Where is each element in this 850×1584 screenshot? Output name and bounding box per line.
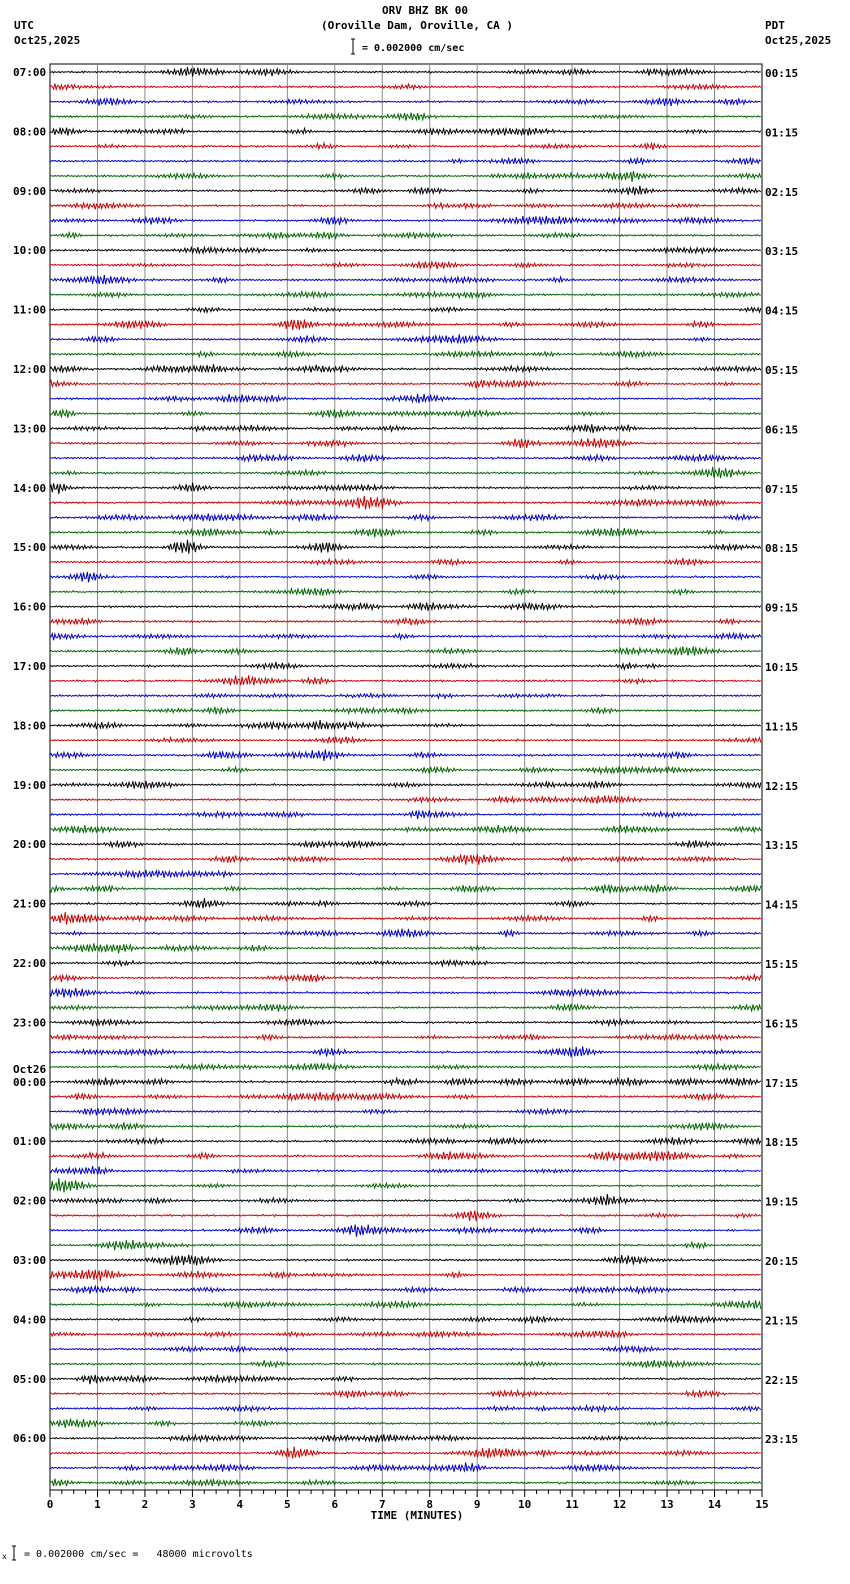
right-hour-label: 21:15 (765, 1314, 799, 1328)
seismic-trace (50, 143, 761, 150)
left-hour-label: 11:00 (13, 303, 47, 317)
seismic-trace (50, 292, 761, 298)
station-location: (Oroville Dam, Oroville, CA ) (320, 19, 514, 32)
left-hour-label: 18:00 (13, 719, 47, 733)
seismic-trace (50, 810, 761, 819)
right-hour-label: 11:15 (765, 720, 799, 734)
seismic-trace (50, 1286, 761, 1293)
right-timezone: PDT (765, 19, 785, 32)
bottom-scale-bar (12, 1546, 16, 1560)
seismic-trace (50, 467, 761, 478)
seismic-trace (50, 1122, 761, 1130)
seismic-trace (50, 1316, 761, 1324)
seismic-trace (50, 410, 761, 418)
seismic-trace (50, 1137, 761, 1145)
x-axis-title: TIME (MINUTES) (370, 1509, 464, 1522)
seismic-trace (50, 1419, 761, 1428)
plot-frame (50, 64, 762, 1490)
seismic-trace (50, 588, 761, 596)
right-hour-label: 19:15 (765, 1195, 799, 1209)
seismic-trace (50, 781, 761, 789)
date-change-label: Oct26 (13, 1062, 47, 1076)
seismic-trace (50, 1047, 761, 1057)
seismic-trace (50, 898, 761, 908)
right-hour-label: 03:15 (765, 245, 799, 259)
left-hour-label: 13:00 (13, 422, 47, 436)
seismic-trace (50, 1479, 761, 1486)
seismic-trace (50, 128, 761, 136)
seismic-trace (50, 572, 761, 582)
seismic-trace (50, 1004, 761, 1012)
seismic-trace (50, 540, 761, 554)
seismic-trace (50, 1019, 761, 1026)
right-hour-label: 04:15 (765, 304, 799, 318)
seismic-trace (50, 662, 761, 669)
seismic-trace (50, 912, 761, 925)
seismic-trace (50, 351, 761, 358)
seismic-trace (50, 1178, 761, 1192)
seismic-trace (50, 737, 761, 744)
seismic-trace (50, 514, 761, 522)
seismic-trace (50, 1108, 761, 1115)
trace-group (50, 67, 761, 1486)
right-hour-label: 09:15 (765, 601, 799, 615)
x-tick-label: 7 (378, 1498, 386, 1511)
left-hour-label: 03:00 (13, 1254, 47, 1267)
seismic-trace (50, 1240, 761, 1250)
left-hour-label: 23:00 (13, 1016, 47, 1030)
seismic-trace (50, 84, 761, 90)
right-hour-label: 23:15 (765, 1433, 799, 1447)
left-hour-label: 10:00 (13, 244, 47, 258)
seismic-trace (50, 1447, 761, 1459)
left-hour-label: 04:00 (13, 1313, 47, 1327)
x-tick-label: 14 (707, 1498, 722, 1511)
seismic-trace (50, 988, 761, 998)
seismic-trace (50, 750, 761, 761)
seismic-trace (50, 1434, 761, 1442)
right-hour-label: 05:15 (765, 364, 799, 377)
left-hour-label: 07:00 (13, 66, 47, 79)
right-hour-label: 08:15 (765, 542, 799, 556)
seismic-trace (50, 1211, 761, 1222)
x-tick-label: 11 (565, 1498, 579, 1511)
seismic-trace (50, 262, 761, 269)
seismic-trace (50, 1194, 761, 1205)
left-hour-label: 06:00 (13, 1432, 47, 1446)
left-hour-label: 21:00 (13, 897, 47, 911)
right-hour-label: 15:15 (765, 958, 799, 971)
right-hour-label: 14:15 (765, 898, 799, 912)
right-hour-label: 22:15 (765, 1373, 799, 1387)
seismic-trace (50, 232, 761, 239)
x-tick-label: 0 (46, 1498, 54, 1511)
x-tick-label: 15 (755, 1498, 769, 1511)
right-date: Oct25,2025 (765, 34, 832, 47)
x-tick-label: 3 (189, 1498, 196, 1511)
seismic-trace (50, 1151, 761, 1161)
left-hour-label: 19:00 (13, 778, 47, 792)
left-hour-label: 22:00 (13, 957, 47, 970)
seismic-trace (50, 438, 761, 448)
right-hour-label: 17:15 (765, 1076, 799, 1090)
x-tick-label: 5 (284, 1498, 291, 1511)
x-tick-label: 6 (331, 1498, 339, 1511)
left-hour-label: 09:00 (13, 184, 47, 198)
seismic-trace (50, 796, 761, 804)
right-hour-label: 10:15 (765, 661, 799, 674)
left-hour-label: 01:00 (13, 1135, 47, 1149)
seismic-trace (50, 1270, 761, 1281)
seismic-trace (50, 1330, 761, 1338)
seismic-trace (50, 1034, 761, 1040)
seismic-trace (50, 216, 761, 225)
seismic-trace (50, 171, 761, 182)
seismic-trace (50, 158, 761, 165)
x-tick-label: 9 (473, 1498, 481, 1511)
right-hour-label: 18:15 (765, 1136, 799, 1150)
seismic-trace (50, 320, 761, 331)
seismic-trace (50, 618, 761, 625)
left-timezone: UTC (14, 19, 34, 32)
left-hour-label: 12:00 (13, 363, 47, 376)
seismic-trace (50, 186, 761, 195)
seismic-trace (50, 825, 761, 833)
seismic-trace (50, 483, 761, 494)
left-hour-label: 15:00 (13, 541, 47, 555)
right-hour-label: 02:15 (765, 185, 799, 199)
seismic-trace (50, 528, 761, 537)
seismic-trace (50, 307, 761, 312)
right-hour-label: 01:15 (765, 126, 799, 140)
seismic-trace (50, 1092, 761, 1101)
seismic-trace (50, 1300, 761, 1309)
seismic-trace (50, 424, 761, 433)
station-title: ORV BHZ BK 00 (381, 4, 469, 17)
left-hour-label: 20:00 (13, 838, 47, 852)
seismic-trace (50, 558, 761, 566)
x-tick-label: 10 (518, 1498, 532, 1511)
seismic-trace (50, 633, 761, 640)
seismic-trace (50, 98, 761, 106)
seismic-trace (50, 1375, 761, 1384)
x-axis (47, 1490, 769, 1511)
left-hour-label: 02:00 (13, 1194, 47, 1208)
seismic-trace (50, 1255, 761, 1266)
seismic-trace (50, 870, 761, 878)
right-hour-label: 13:15 (765, 839, 799, 853)
seismic-trace (50, 394, 761, 403)
seismic-trace (50, 675, 761, 685)
seismic-trace (50, 1346, 761, 1352)
seismic-trace (50, 1390, 761, 1398)
right-hour-label: 12:15 (765, 779, 799, 793)
seismic-trace (50, 113, 761, 121)
seismic-trace (50, 364, 761, 372)
left-hour-label: 16:00 (13, 600, 47, 614)
top-scale-bar (351, 39, 355, 54)
left-hour-label: 17:00 (13, 660, 47, 673)
seismic-trace (50, 854, 761, 865)
bottom-scale-text: = 0.002000 cm/sec = 48000 microvolts (24, 1549, 253, 1560)
seismic-trace (50, 67, 761, 76)
x-tick-label: 1 (94, 1498, 101, 1511)
seismic-trace (50, 247, 761, 253)
x-tick-label: 8 (426, 1498, 434, 1511)
left-hour-label: 00:00 (13, 1075, 47, 1089)
seismic-trace (50, 647, 761, 656)
seismic-trace (50, 693, 761, 698)
right-hour-label: 00:15 (765, 67, 799, 80)
seismic-trace (50, 960, 761, 966)
seismic-trace (50, 1225, 761, 1237)
seismic-trace (50, 943, 761, 953)
seismic-trace (50, 929, 761, 938)
seismic-trace (50, 1166, 761, 1174)
seismic-trace (50, 454, 761, 462)
x-tick-label: 4 (236, 1498, 244, 1511)
top-scale-text: = 0.002000 cm/sec (362, 43, 465, 54)
seismic-trace (50, 974, 761, 982)
seismic-trace (50, 884, 761, 893)
right-hour-label: 20:15 (765, 1255, 799, 1268)
seismic-trace (50, 1063, 761, 1070)
left-hour-label: 05:00 (13, 1372, 47, 1386)
x-tick-label: 2 (141, 1498, 149, 1511)
x-tick-label: 13 (660, 1498, 674, 1511)
x-tick-label: 12 (612, 1498, 627, 1511)
left-date: Oct25,2025 (14, 34, 81, 47)
minute-grid (50, 64, 762, 1490)
seismic-trace (50, 275, 761, 284)
seismic-trace (50, 840, 761, 848)
seismic-trace (50, 1078, 761, 1087)
seismic-trace (50, 1360, 761, 1368)
seismic-trace (50, 1462, 761, 1471)
right-hour-label: 06:15 (765, 423, 799, 437)
left-hour-label: 08:00 (13, 125, 47, 139)
seismic-trace (50, 767, 761, 774)
seismic-trace (50, 1406, 761, 1412)
bottom-scale-mark: x (2, 1552, 7, 1561)
seismic-trace (50, 707, 761, 714)
right-hour-label: 07:15 (765, 482, 799, 496)
seismic-trace (50, 720, 761, 730)
seismic-trace (50, 603, 761, 611)
seismic-trace (50, 334, 761, 343)
seismic-trace (50, 496, 761, 510)
left-hour-label: 14:00 (13, 481, 47, 495)
seismic-trace (50, 203, 761, 210)
right-hour-label: 16:15 (765, 1017, 799, 1031)
seismic-trace (50, 380, 761, 388)
